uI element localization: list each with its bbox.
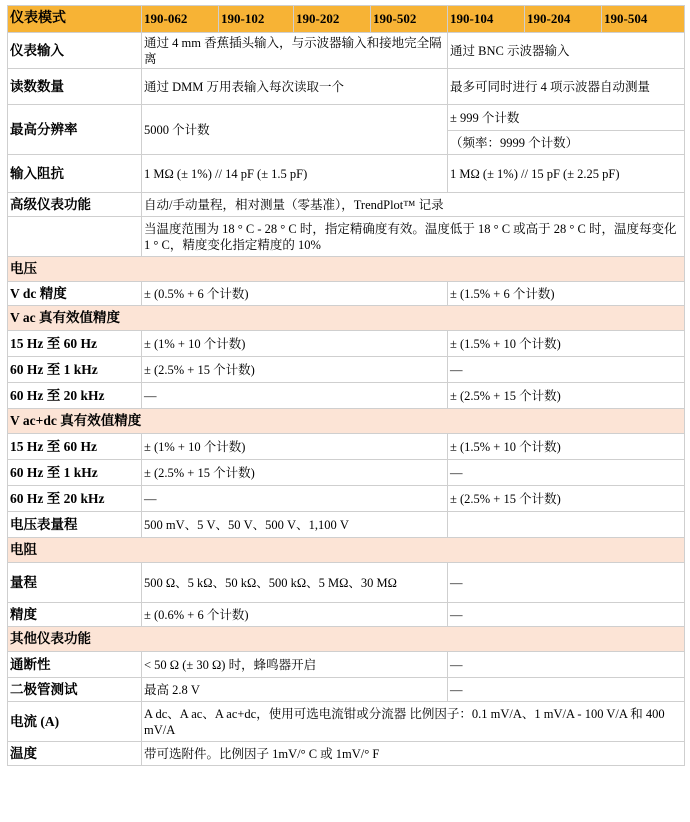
cell-value: 通过 4 mm 香蕉插头输入，与示波器输入和接地完全隔离: [142, 33, 448, 69]
row-label: 读数数量: [8, 69, 142, 105]
header-mode-label: 仪表模式: [8, 6, 142, 33]
section-title: 电阻: [8, 538, 685, 563]
cell-value: 500 mV、5 V、50 V、500 V、1,100 V: [142, 512, 448, 538]
empty-cell: [8, 217, 142, 257]
row-label: 60 Hz 至 1 kHz: [8, 357, 142, 383]
row-label: 最高分辨率: [8, 105, 142, 155]
cell-value: ± (1.5% + 10 个计数): [448, 434, 685, 460]
cell-value: ± (2.5% + 15 个计数): [142, 357, 448, 383]
table-row: [8, 678, 685, 702]
cell-value: （频率：9999 个计数）: [448, 131, 685, 155]
row-label: 精度: [8, 603, 142, 627]
cell-value: —: [142, 486, 448, 512]
table-row: [8, 33, 685, 69]
cell-value: —: [448, 678, 685, 702]
table-row: [8, 486, 685, 512]
cell-value: —: [448, 652, 685, 678]
section-header: [8, 257, 685, 282]
cell-value: 1 MΩ (± 1%) // 15 pF (± 2.25 pF): [448, 155, 685, 193]
cell-value: A dc、A ac、A ac+dc，使用可选电流钳或分流器 比例因子：0.1 mV/A、1 mV/A - 100 V/A 和 400 mV/A: [142, 702, 685, 742]
table-row: [8, 155, 685, 193]
cell-value: 通过 DMM 万用表输入每次读取一个: [142, 69, 448, 105]
cell-value: 1 MΩ (± 1%) // 14 pF (± 1.5 pF): [142, 155, 448, 193]
row-label: 输入阻抗: [8, 155, 142, 193]
cell-value: ± (2.5% + 15 个计数): [448, 383, 685, 409]
section-header: [8, 538, 685, 563]
model-header: 190-504: [602, 6, 685, 33]
table-row: [8, 702, 685, 742]
row-label: 60 Hz 至 20 kHz: [8, 383, 142, 409]
section-title: V ac+dc 真有效值精度: [8, 409, 685, 434]
cell-value: 通过 BNC 示波器输入: [448, 33, 685, 69]
row-label: 高级仪表功能: [8, 193, 142, 217]
table-row: [8, 603, 685, 627]
section-title: V ac 真有效值精度: [8, 306, 685, 331]
cell-value: —: [448, 603, 685, 627]
table-row: [8, 383, 685, 409]
section-title: 其他仪表功能: [8, 627, 685, 652]
cell-value: —: [448, 563, 685, 603]
cell-value: ± 999 个计数: [448, 105, 685, 131]
cell-value: 最多可同时进行 4 项示波器自动测量: [448, 69, 685, 105]
table-row: [8, 282, 685, 306]
table-row: [8, 357, 685, 383]
table-row: [8, 652, 685, 678]
section-header: [8, 409, 685, 434]
cell-value: 最高 2.8 V: [142, 678, 448, 702]
table-row: [8, 742, 685, 766]
cell-value: 带可选附件。比例因子 1mV/° C 或 1mV/° F: [142, 742, 685, 766]
cell-value: < 50 Ω (± 30 Ω) 时，蜂鸣器开启: [142, 652, 448, 678]
cell-value: —: [448, 460, 685, 486]
cell-value: ± (2.5% + 15 个计数): [142, 460, 448, 486]
section-title: 电压: [8, 257, 685, 282]
cell-value: ± (2.5% + 15 个计数): [448, 486, 685, 512]
model-header: 190-102: [219, 6, 294, 33]
cell-value: [448, 512, 685, 538]
model-header: 190-502: [371, 6, 448, 33]
model-header: 190-202: [294, 6, 371, 33]
cell-value: ± (1.5% + 6 个计数): [448, 282, 685, 306]
cell-note: 当温度范围为 18 ° C - 28 ° C 时，指定精确度有效。温度低于 18 ° C 或高于 28 ° C 时，温度每变化 1 ° C，精度变化指定精度的 10%: [142, 217, 685, 257]
cell-value: ± (0.6% + 6 个计数): [142, 603, 448, 627]
table-row: [8, 434, 685, 460]
table-row: [8, 69, 685, 105]
row-label: 二极管测试: [8, 678, 142, 702]
cell-value: ± (1% + 10 个计数): [142, 331, 448, 357]
cell-value: —: [448, 357, 685, 383]
cell-value: ± (0.5% + 6 个计数): [142, 282, 448, 306]
section-header: [8, 627, 685, 652]
row-label: V dc 精度: [8, 282, 142, 306]
table-row: [8, 193, 685, 217]
model-header: 190-104: [448, 6, 525, 33]
table-row: [8, 217, 685, 257]
row-label: 仪表输入: [8, 33, 142, 69]
row-label: 15 Hz 至 60 Hz: [8, 434, 142, 460]
cell-value: 自动/手动量程，相对测量（零基准），TrendPlot™ 记录: [142, 193, 685, 217]
row-label: 60 Hz 至 20 kHz: [8, 486, 142, 512]
row-label: 15 Hz 至 60 Hz: [8, 331, 142, 357]
row-label: 60 Hz 至 1 kHz: [8, 460, 142, 486]
row-label: 温度: [8, 742, 142, 766]
header-row: [8, 6, 685, 33]
table-row: [8, 105, 685, 131]
row-label: 电压表量程: [8, 512, 142, 538]
row-label: 电流 (A): [8, 702, 142, 742]
row-label: 量程: [8, 563, 142, 603]
cell-value: 5000 个计数: [142, 105, 448, 155]
cell-value: ± (1.5% + 10 个计数): [448, 331, 685, 357]
cell-value: 500 Ω、5 kΩ、50 kΩ、500 kΩ、5 MΩ、30 MΩ: [142, 563, 448, 603]
table-row: [8, 331, 685, 357]
cell-value: —: [142, 383, 448, 409]
model-header: 190-204: [525, 6, 602, 33]
table-row: [8, 460, 685, 486]
spec-table: [7, 5, 685, 766]
cell-value: ± (1% + 10 个计数): [142, 434, 448, 460]
table-row: [8, 512, 685, 538]
model-header: 190-062: [142, 6, 219, 33]
row-label: 通断性: [8, 652, 142, 678]
table-row: [8, 563, 685, 603]
section-header: [8, 306, 685, 331]
